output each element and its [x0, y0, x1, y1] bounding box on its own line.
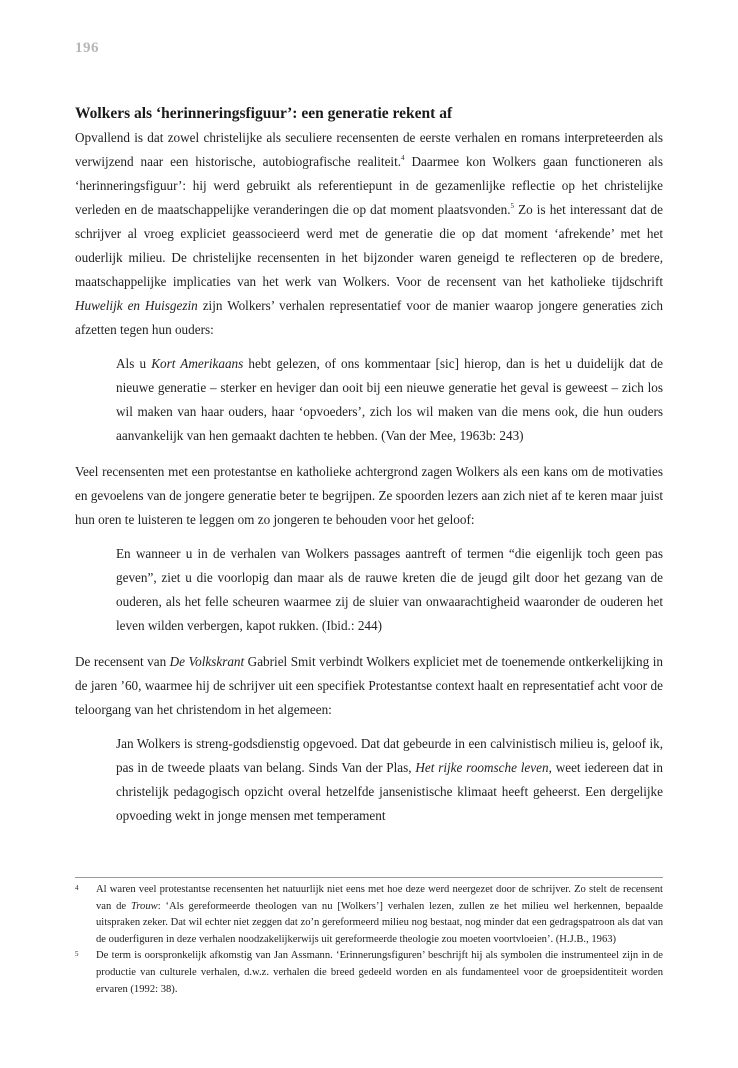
footnote-number: 5: [75, 950, 79, 959]
page-number: 196: [75, 40, 99, 56]
footnote-number: 4: [75, 884, 79, 892]
section-heading: Wolkers als ‘herinneringsfiguur’: een generatie rekent af: [75, 105, 453, 122]
paragraph-2: Veel recensenten met een protestantse en katholieke achtergrond zagen Wolkers als een kans om de motivaties en gevoelens van de jongere generatie beter te begrijpen. Ze spoorden lezers aan zich niet af te keren maar juist hun oren te luisteren te leggen om zo jongeren te behouden voor het geloof:: [75, 464, 663, 527]
footnote-4: [75, 882, 663, 948]
newspaper-title-trouw: Trouw: [130, 900, 158, 912]
block-quote-3: [75, 732, 663, 828]
quote-3-part-a: Jan Wolkers is streng-godsdienstig opgevoed. Dat dat gebeurde in een calvinistisch milieu is, geloof ik, pas in de tweede plaats van belang. Sinds Van der Plas,: [116, 736, 663, 775]
footnote-4-part-b: : ‘Als gereformeerde theologen van nu [Wolkers’] verhalen lezen, zullen ze het milieu wel herkennen, bepaalde uitspraken zeker. Dat wil echter niet zeggen dat zo’n gereformeerd milieu nog bestaat, nog minder dat een gedragspatroon als dat van de ouderfiguren in deze verhalen noodzakelijkerwijs uit gereformeerde theologie zou moeten voortvloeien’. (H.J.B., 1963): [96, 900, 664, 945]
footnotes: [75, 882, 663, 998]
paragraph-1-part-d: zijn Wolkers’ verhalen representatief voor de manier waarop jongere generaties zich afzetten tegen hun ouders:: [75, 298, 664, 337]
footnote-4-part-a: Al waren veel protestantse recensenten het natuurlijk niet eens met hoe deze werd neergezet door de schrijver. Zo stelt de recensent van de: [96, 884, 663, 912]
paragraph-1: [75, 126, 663, 342]
newspaper-title: De Volkskrant: [169, 654, 245, 669]
footnote-text: [96, 882, 663, 948]
quote-1-part-b: hebt gelezen, of ons kommentaar [sic] hierop, dan is het u duidelijk dat de nieuwe generatie – sterker en heviger dan ooit bij een nieuwe generatie het geval is geweest – zich los wil maken van haar ouders, haar ‘opvoeders’, zich los wil maken van die mens ook, die hun ouders aanvankelijk van hen gemaakt dachten te hebben. (Van der Mee, 1963b: 243): [116, 356, 663, 443]
footnote-5: [75, 948, 663, 998]
footnote-ref-5[interactable]: 5: [510, 202, 514, 210]
paragraph-3-part-a: De recensent van: [75, 654, 170, 669]
block-quote-2: En wanneer u in de verhalen van Wolkers passages aantreft of termen “die eigenlijk toch geen pas geven”, ziet u die voorlopig dan maar als de rauwe kreten die de jeugd gilt door het gezang van de ouderen, als het felle scheuren waarmee zij de sluier van onwaarachtigheid waaronder de ouderen het leven wilden verbergen, kapot rukken. (Ibid.: 244): [116, 546, 663, 633]
paragraph-3-part-b: Gabriel Smit verbindt Wolkers expliciet met de toenemende ontkerkelijking in de jaren ’60, waarmee hij de schrijver uit een specifiek Protestantse context haalt en representatief acht voor de teloorgang van het christendom in het algemeen:: [75, 654, 663, 717]
quote-1-part-a: Als u: [116, 356, 152, 371]
footnote-divider: [75, 877, 663, 878]
paragraph-1-part-c: Zo is het interessant dat de schrijver al vroeg expliciet geassocieerd werd met de generatie die op dat moment ‘afrekende’ met het ouderlijk milieu. De christelijke recensenten in het bijzonder waren geneigd te reflecteren op de bredere, maatschappelijke implicaties van het werk van Wolkers. Voor de recensent van het katholieke tijdschrift: [75, 202, 663, 289]
footnote-ref-4[interactable]: 4: [401, 154, 405, 162]
book-title-rijke-roomsche-leven: Het rijke roomsche leven: [415, 760, 549, 775]
main-text: [75, 102, 663, 840]
paragraph-3: [75, 650, 663, 722]
block-quote-1: [75, 352, 663, 448]
book-title-kort-amerikaans: Kort Amerikaans: [151, 356, 244, 371]
journal-title: Huwelijk en Huisgezin: [75, 298, 198, 313]
paragraph-1-part-b: Daarmee kon Wolkers gaan functioneren als ‘herinneringsfiguur’: hij werd gebruikt als referentiepunt in de gezamenlijke reflectie op het christelijke verleden en de maatschappelijke veranderingen die op dat moment plaatsvonden.: [75, 154, 663, 217]
paragraph-1-part-a: Opvallend is dat zowel christelijke als seculiere recensenten de eerste verhalen en romans interpreteerden als verwijzend naar een historische, autobiografische realiteit.: [75, 130, 663, 169]
footnote-text: De term is oorspronkelijk afkomstig van Jan Assmann. ‘Erinnerungsfiguren’ beschrijft hij als symbolen die instrumenteel zijn in de productie van culturele verhalen, d.w.z. verhalen die breed gedeeld worden en als fundamenteel voor de groepsidentiteit worden ervaren (1992: 38).: [96, 950, 663, 995]
quote-3-part-b: , weet iedereen dat in christelijk pedagogisch opzicht overal hetzelfde jansenistische klimaat heeft geheerst. Een dergelijke opvoeding wekt in jonge mensen met temperament: [116, 760, 664, 823]
